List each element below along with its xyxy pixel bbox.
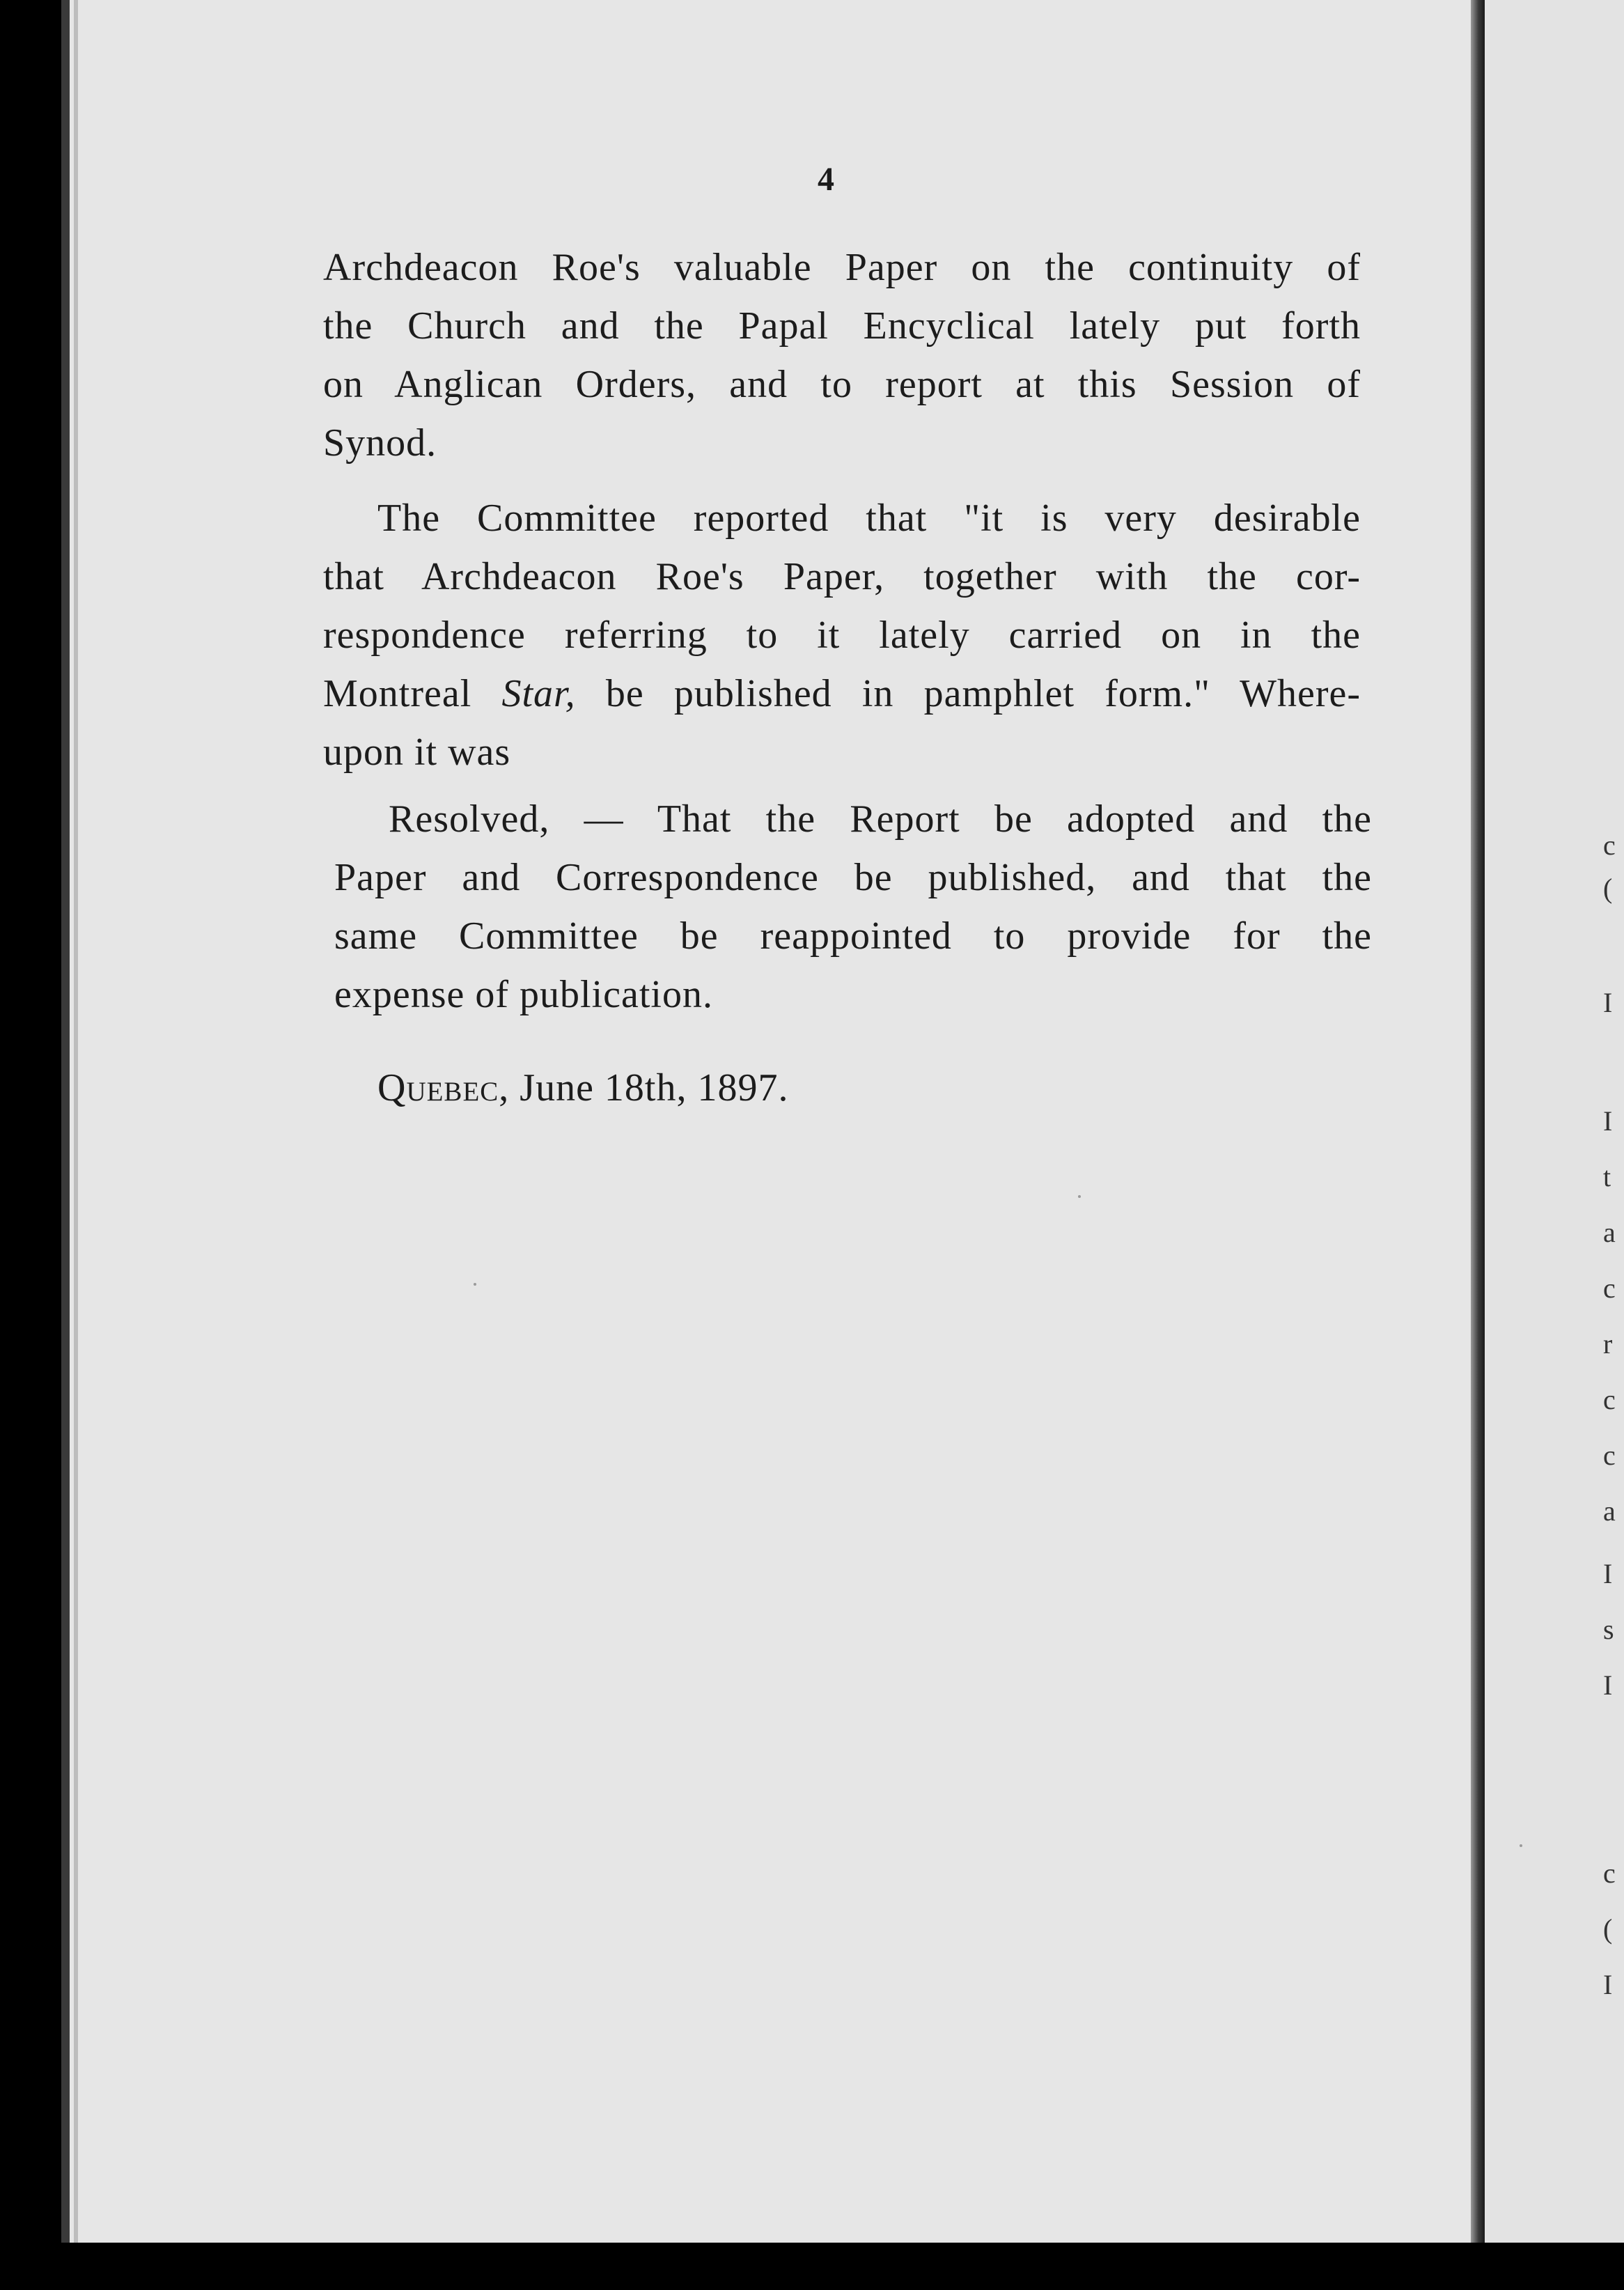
page-number: 4 <box>818 161 834 198</box>
text-line: Synod. <box>323 421 437 465</box>
dateline-date: June 18th, 1897. <box>520 1066 789 1109</box>
edge-glyph: I <box>1603 987 1613 1018</box>
text-line: respondence referring to it lately carried on in the <box>323 614 1361 657</box>
text-line: same Committee be reappointed to provide for the <box>334 914 1372 958</box>
dateline-place: Quebec, <box>377 1066 510 1109</box>
edge-glyph: I <box>1603 1969 1613 2000</box>
edge-glyph: I <box>1603 1669 1613 1701</box>
edge-glyph: ( <box>1603 1913 1613 1945</box>
text-line: The Committee reported that "it is very desirable <box>377 497 1361 540</box>
book-gutter <box>1471 0 1485 2243</box>
newspaper-title: Star, <box>501 672 576 715</box>
dateline <box>377 1059 789 1117</box>
edge-glyph: r <box>1603 1328 1613 1360</box>
edge-glyph: I <box>1603 1105 1613 1137</box>
edge-glyph: a <box>1603 1217 1616 1248</box>
text-line <box>323 664 1361 723</box>
paper-speck <box>1078 1195 1081 1198</box>
edge-glyph: c <box>1603 1857 1616 1889</box>
edge-glyph: ( <box>1603 873 1613 904</box>
edge-glyph: I <box>1603 1558 1613 1589</box>
text-line: expense of publication. <box>334 973 713 1016</box>
text-run: Montreal <box>323 672 502 715</box>
text-line: that Archdeacon Roe's Paper, together with the cor- <box>323 555 1361 598</box>
text-line: Resolved, — That the Report be adopted and the <box>389 797 1372 841</box>
text-line: Archdeacon Roe's valuable Paper on the continuity of <box>323 246 1361 289</box>
edge-glyph: t <box>1603 1161 1611 1192</box>
edge-glyph: a <box>1603 1495 1616 1527</box>
left-page-edge-highlight <box>74 0 78 2243</box>
paragraph-1 <box>323 238 1361 472</box>
edge-glyph: c <box>1603 1384 1616 1415</box>
paper-speck <box>474 1283 476 1286</box>
paper-speck <box>1520 1844 1522 1847</box>
text-line: on Anglican Orders, and to report at this Session of <box>323 363 1361 406</box>
adjacent-page-text-edge <box>1603 0 1624 2243</box>
edge-glyph: c <box>1603 1440 1616 1471</box>
text-line: the Church and the Papal Encyclical lately put forth <box>323 304 1361 348</box>
edge-glyph: c <box>1603 829 1616 861</box>
edge-glyph: s <box>1603 1614 1614 1645</box>
text-line: upon it was <box>323 731 511 774</box>
text-run: be published in pamphlet form." Where- <box>575 672 1361 715</box>
text-line: Paper and Correspondence be published, and that the <box>334 856 1372 899</box>
paragraph-3 <box>334 790 1372 1024</box>
paragraph-2 <box>323 489 1361 781</box>
edge-glyph: c <box>1603 1272 1616 1304</box>
scan-bottom-border <box>0 2243 1624 2290</box>
